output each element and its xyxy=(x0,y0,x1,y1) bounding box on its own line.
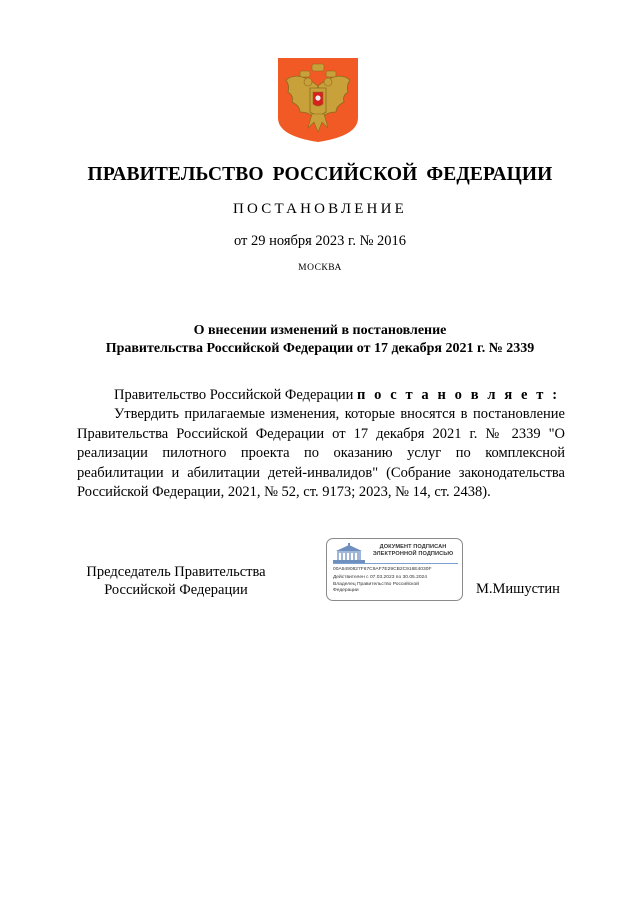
stamp-divider xyxy=(333,563,458,564)
decree-prefix: Правительство Российской Федерации xyxy=(114,387,357,403)
stamp-title-line-2: ЭЛЕКТРОННОЙ ПОДПИСЬЮ xyxy=(372,551,454,557)
coat-of-arms-icon xyxy=(276,56,360,144)
certificate-serial: 00A5490827F67C9AF7E29CB2C916E4030F xyxy=(333,567,432,572)
document-subject xyxy=(0,322,640,358)
decree-word: п о с т а н о в л я е т : xyxy=(356,387,560,403)
building-icon xyxy=(333,543,365,563)
document-date-number: от 29 ноября 2023 г. № 2016 xyxy=(233,233,407,249)
certificate-owner: Владелец Правительство Российской Федерации xyxy=(333,582,419,593)
government-title: ПРАВИТЕЛЬСТВО РОССИЙСКОЙ ФЕДЕРАЦИИ xyxy=(87,164,553,185)
subject-line-2: Правительства Российской Федерации от 17 декабря 2021 г. № 2339 xyxy=(105,341,535,356)
certificate-validity: Действителен с 07.03.2023 по 30.05.2024 xyxy=(333,575,427,580)
signer-position-line-1: Председатель Правительства xyxy=(86,564,266,580)
approve-paragraph: Утвердить прилагаемые изменения, которые вносятся в постановление Правительства Российской Федерации от 17 декабря 2021 г. № 2339 "О реализации пилотного проекта по оказанию услуг по комплексной реабилитации и абилитации детей-инвалидов" (Собрание законодательства Российской Федерации, 2021, № 52, ст. 9173; 2023, № 14, ст. 2438). xyxy=(77,406,565,500)
decree-paragraph xyxy=(77,386,565,406)
stamp-title-line-1: ДОКУМЕНТ ПОДПИСАН xyxy=(379,544,447,550)
stamp-title xyxy=(367,544,459,558)
document-type: ПОСТАНОВЛЕНИЕ xyxy=(233,201,407,217)
signer-position-line-2: Российской Федерации xyxy=(104,582,248,598)
signer-name: М.Мишустин xyxy=(476,581,560,597)
city-name: МОСКВА xyxy=(298,263,342,273)
subject-line-1: О внесении изменений в постановление xyxy=(193,323,447,338)
electronic-signature-stamp xyxy=(326,538,463,601)
signer-position xyxy=(76,563,276,599)
